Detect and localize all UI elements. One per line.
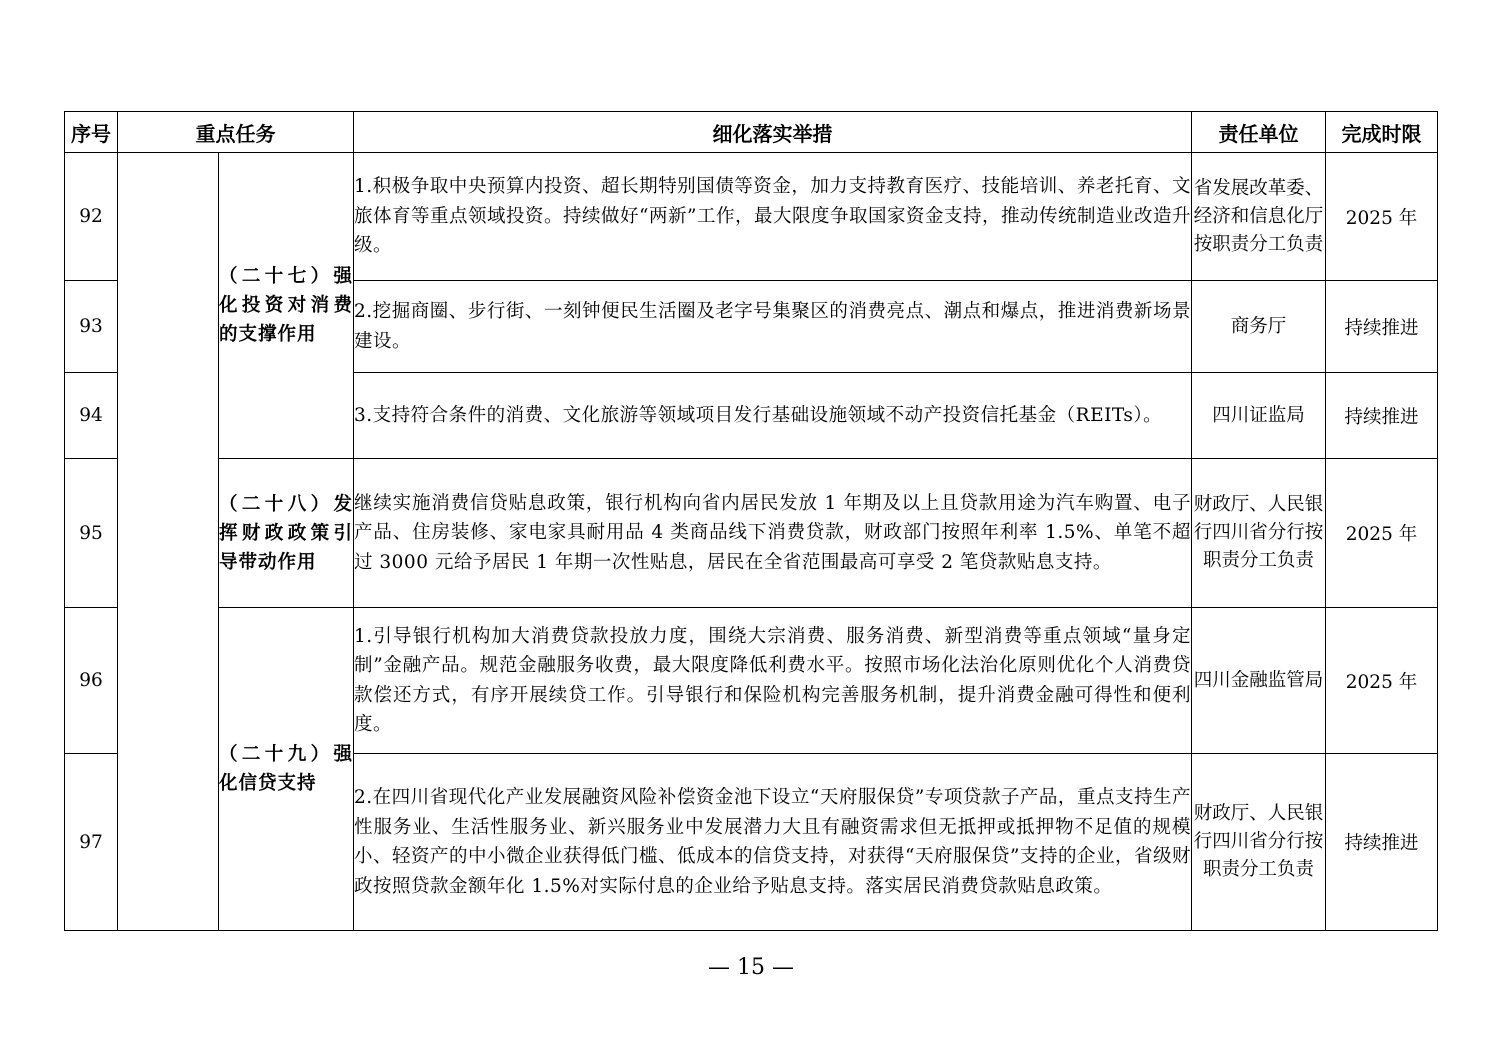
deadline-cell: 持续推进 — [1326, 281, 1438, 373]
row-number: 93 — [65, 281, 118, 373]
table-row — [65, 608, 1438, 754]
header-detail: 细化落实举措 — [354, 112, 1192, 153]
row-number: 94 — [65, 373, 118, 459]
header-row — [65, 112, 1438, 153]
row-number: 95 — [65, 459, 118, 608]
detail-cell: 3.支持符合条件的消费、文化旅游等领域项目发行基础设施领域不动产投资信托基金（REITs）。 — [354, 373, 1192, 459]
header-deadline: 完成时限 — [1326, 112, 1438, 153]
deadline-cell: 2025 年 — [1326, 459, 1438, 608]
measures-table — [64, 111, 1438, 931]
deadline-cell: 2025 年 — [1326, 153, 1438, 281]
deadline-cell: 持续推进 — [1326, 754, 1438, 931]
unit-cell: 财政厅、人民银行四川省分行按职责分工负责 — [1192, 459, 1326, 608]
category-cell-empty — [118, 153, 219, 931]
detail-cell: 1.积极争取中央预算内投资、超长期特别国债等资金，加力支持教育医疗、技能培训、养老托育、文旅体育等重点领域投资。持续做好“两新”工作，最大限度争取国家资金支持，推动传统制造业改造升级。 — [354, 153, 1192, 281]
detail-cell: 2.挖掘商圈、步行街、一刻钟便民生活圈及老字号集聚区的消费亮点、潮点和爆点，推进消费新场景建设。 — [354, 281, 1192, 373]
unit-cell: 财政厅、人民银行四川省分行按职责分工负责 — [1192, 754, 1326, 931]
detail-cell: 继续实施消费信贷贴息政策，银行机构向省内居民发放 1 年期及以上且贷款用途为汽车购置、电子产品、住房装修、家电家具耐用品 4 类商品线下消费贷款，财政部门按照年利率 1.5%、单笔不超过 3000 元给予居民 1 年期一次性贴息，居民在全省范围最高可享受 2 笔贷款贴息支持。 — [354, 459, 1192, 608]
page-number: — 15 — — [708, 955, 794, 980]
header-unit: 责任单位 — [1192, 112, 1326, 153]
row-number: 96 — [65, 608, 118, 754]
unit-cell: 四川金融监管局 — [1192, 608, 1326, 754]
row-number: 92 — [65, 153, 118, 281]
deadline-cell: 2025 年 — [1326, 608, 1438, 754]
deadline-cell: 持续推进 — [1326, 373, 1438, 459]
task-29: （二十九）强化信贷支持 — [219, 608, 354, 931]
header-category: 重点任务 — [118, 112, 354, 153]
task-28: （二十八）发挥财政政策引导带动作用 — [219, 459, 354, 608]
table-row — [65, 459, 1438, 608]
task-27: （二十七）强化投资对消费的支撑作用 — [219, 153, 354, 459]
unit-cell: 四川证监局 — [1192, 373, 1326, 459]
detail-cell: 2.在四川省现代化产业发展融资风险补偿资金池下设立“天府服保贷”专项贷款子产品，重点支持生产性服务业、生活性服务业、新兴服务业中发展潜力大且有融资需求但无抵押或抵押物不足值的规模小、轻资产的中小微企业获得低门槛、低成本的信贷支持，对获得“天府服保贷”支持的企业，省级财政按照贷款金额年化 1.5%对实际付息的企业给予贴息支持。落实居民消费贷款贴息政策。 — [354, 754, 1192, 931]
table-row — [65, 153, 1438, 281]
unit-cell: 商务厅 — [1192, 281, 1326, 373]
unit-cell: 省发展改革委、经济和信息化厅按职责分工负责 — [1192, 153, 1326, 281]
row-number: 97 — [65, 754, 118, 931]
header-no: 序号 — [65, 112, 118, 153]
detail-cell: 1.引导银行机构加大消费贷款投放力度，围绕大宗消费、服务消费、新型消费等重点领域“量身定制”金融产品。规范金融服务收费，最大限度降低利费水平。按照市场化法治化原则优化个人消费贷款偿还方式，有序开展续贷工作。引导银行和保险机构完善服务机制，提升消费金融可得性和便利度。 — [354, 608, 1192, 754]
